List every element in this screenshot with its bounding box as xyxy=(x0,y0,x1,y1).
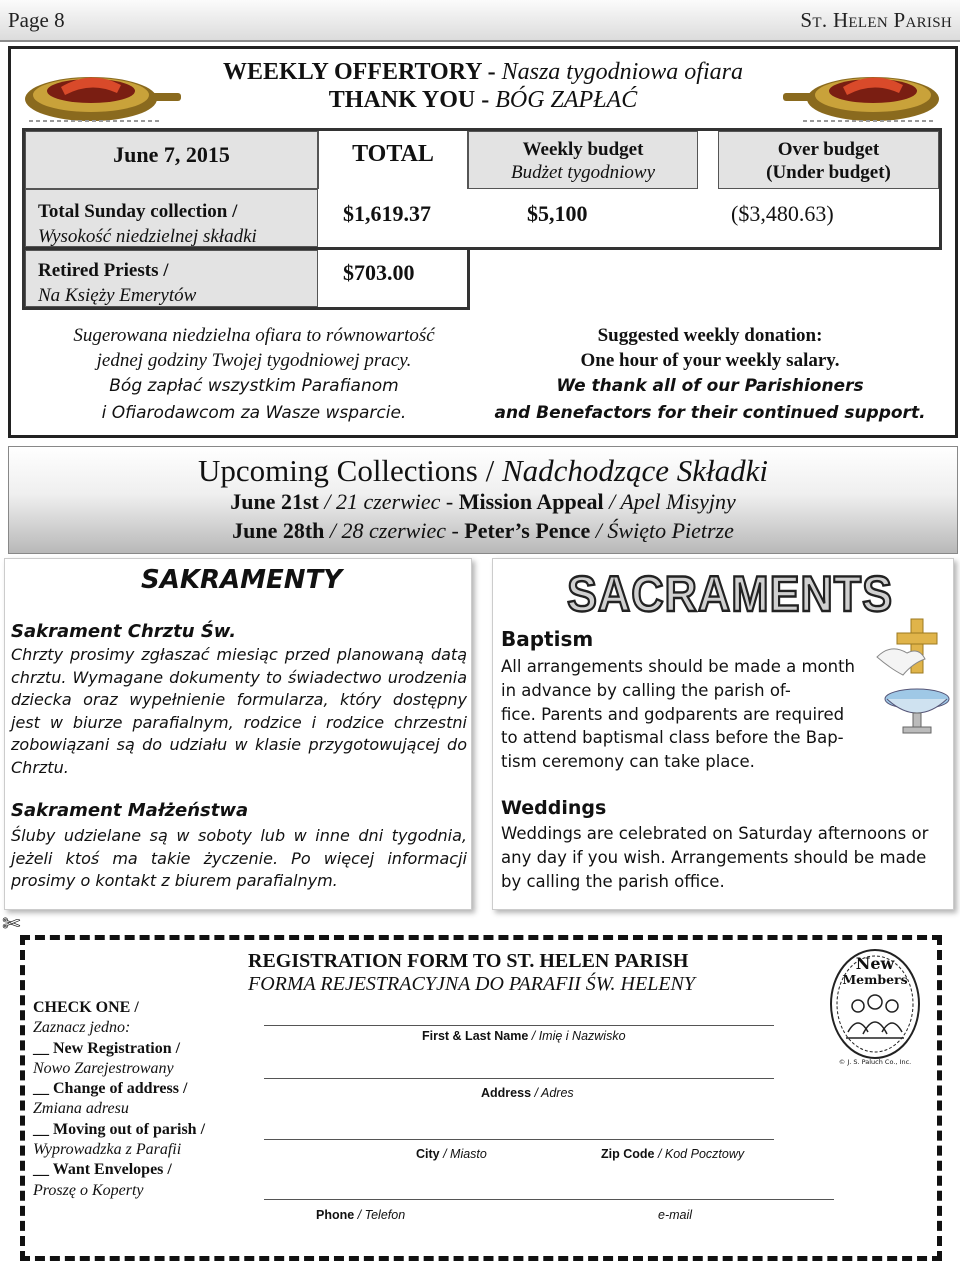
scissors-icon: ✄ xyxy=(2,912,21,937)
baptism-text-pl: Chrzty prosimy zgłaszać miesiąc przed planowaną datą chrztu. Wymagane dokumenty to świadectwo urodzenia dziecka oraz wypełnienie formularza, który dostępny jest w biurze parafialnym, rodzice i rodzice chrzestni zobowiązani są do udziału w klasie przygotowującej do Chrztu. xyxy=(11,645,467,777)
new-members-badge: New Members © J. S. Paluch Co., Inc. xyxy=(828,946,922,1070)
row-sunday-budget: $5,100 xyxy=(527,201,588,226)
address-label: Address / Adres xyxy=(481,1086,574,1100)
upcoming-collections xyxy=(8,446,958,554)
city-zip-field[interactable] xyxy=(264,1139,774,1140)
phone-email-field[interactable] xyxy=(264,1199,834,1200)
sakramenty-title: SAKRAMENTY xyxy=(141,565,343,595)
registration-title: REGISTRATION FORM TO ST. HELEN PARISH xyxy=(248,950,689,972)
offertory-title: WEEKLY OFFERTORY - Nasza tygodniowa ofiara xyxy=(223,59,743,85)
svg-text:SACRAMENTS: SACRAMENTS xyxy=(567,566,893,619)
offertory-table-row2 xyxy=(22,250,470,310)
check-one-options: CHECK ONE / Zaznacz jedno: __ New Registration / Nowo Zarejestrowany __ Change of address / Zmiana adresu __ Moving out of parish / Wyprowadzka z Parafii __ Want Envelopes / Proszę o Koperty xyxy=(33,998,243,1201)
row-sunday-over: ($3,480.63) xyxy=(731,201,834,226)
option-want-envelopes[interactable]: __ Want Envelopes / xyxy=(33,1161,172,1179)
table-over-header: Over budget (Under budget) xyxy=(718,131,939,189)
offertory-note-english: Suggested weekly donation: One hour of your weekly salary. We thank all of our Parishioners and Benefactors for their continued support. xyxy=(494,325,926,423)
city-label: City / Miasto xyxy=(416,1147,487,1161)
option-change-address[interactable]: __ Change of address / xyxy=(33,1080,188,1098)
offertory-note-polish: Sugerowana niedzielna ofiara to równowartość jednej godziny Twojej tygodniowej pracy. Bóg zapłać wszystkim Parafianom i Ofiarodawcom za Wasze wsparcie. xyxy=(73,325,435,423)
row-retired-priests-total: $703.00 xyxy=(343,260,415,285)
table-total-header: TOTAL xyxy=(318,131,468,189)
marriage-text-pl: Śluby udzielane są w soboty lub w inne dni tygodnia, jeżeli ktoś ma takie życzenie. Po więcej informacji prosimy o kontakt z biurem parafialnym. xyxy=(11,826,467,890)
option-moving-out[interactable]: __ Moving out of parish / xyxy=(33,1120,206,1138)
upcoming-line-2: June 28th / 28 czerwiec - Peter’s Pence / Święto Pietrze xyxy=(232,518,734,543)
row-retired-priests-label: Retired Priests / Na Księży Emerytów xyxy=(25,250,318,307)
offertory-thanks: THANK YOU - BÓG ZAPŁAĆ xyxy=(328,87,638,113)
sakramenty-panel xyxy=(4,558,472,910)
upcoming-line-1: June 21st / 21 czerwiec - Mission Appeal / Apel Misyjny xyxy=(230,489,736,514)
page-number: Page 8 xyxy=(8,8,65,32)
row-sunday-collection-label: Total Sunday collection / Wysokość niedzielnej składki xyxy=(25,189,318,247)
baptism-heading-pl: Sakrament Chrztu Św. xyxy=(11,621,237,642)
phone-label: Phone / Telefon xyxy=(316,1208,406,1222)
marriage-heading-pl: Sakrament Małżeństwa xyxy=(11,800,249,821)
baptism-heading: Baptism xyxy=(501,627,594,651)
weddings-heading: Weddings xyxy=(501,797,607,819)
sacraments-title xyxy=(563,563,903,619)
dove-cross-font-icon xyxy=(873,613,953,737)
baptism-text: All arrangements should be made a month in advance by calling the parish of- fice. Parents and godparents are required to attend baptismal class before the Bap- tism ceremony can take place. xyxy=(501,657,856,772)
offertory-table xyxy=(22,128,942,250)
upcoming-title: Upcoming Collections / Nadchodzące Składki xyxy=(198,453,768,488)
row-sunday-total: $1,619.37 xyxy=(343,201,431,226)
name-field[interactable] xyxy=(264,1025,774,1026)
parish-name: St. Helen Parish xyxy=(800,8,952,32)
option-new-registration[interactable]: __ New Registration / xyxy=(33,1039,181,1057)
zip-label: Zip Code / Kod Pocztowy xyxy=(601,1147,745,1161)
table-budget-header: Weekly budget Budżet tygodniowy xyxy=(468,131,698,189)
registration-title-pl: FORMA REJESTRACYJNA DO PARAFII ŚW. HELENY xyxy=(248,973,696,995)
address-field[interactable] xyxy=(264,1078,774,1079)
name-label: First & Last Name / Imię i Nazwisko xyxy=(422,1029,626,1043)
email-label: e-mail xyxy=(658,1208,693,1222)
sacraments-panel xyxy=(492,558,954,910)
weddings-text: Weddings are celebrated on Saturday afternoons or any day if you wish. Arrangements should be made by calling the parish office. xyxy=(501,824,929,891)
table-date-cell: June 7, 2015 xyxy=(25,131,318,189)
